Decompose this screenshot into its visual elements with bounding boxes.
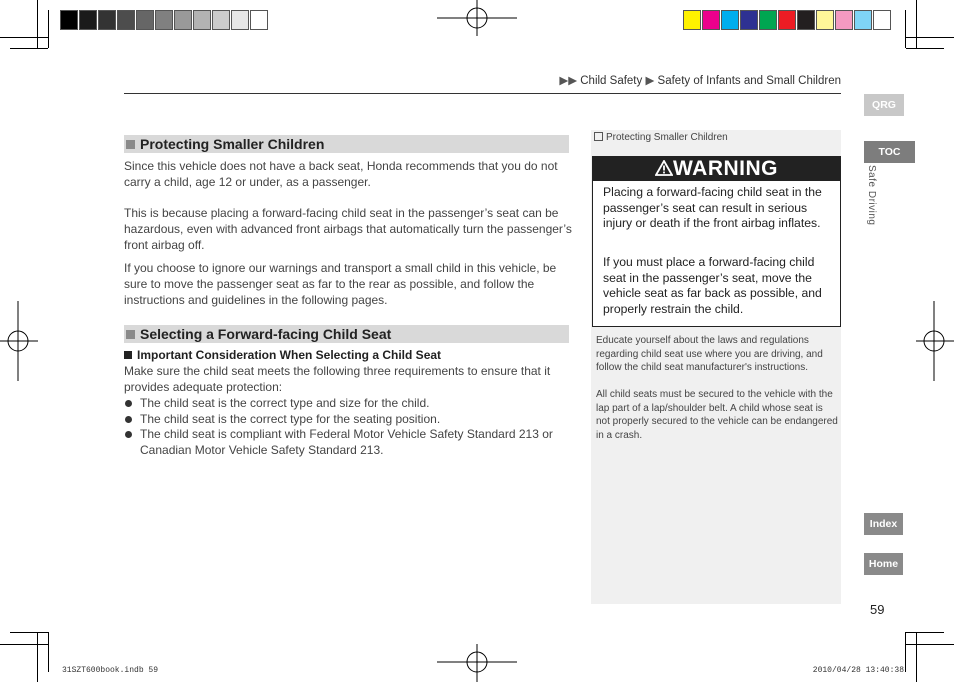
paragraph: This is because placing a forward-facing child seat in the passenger’s seat can be hazardous, even with advanced front airbags that automatically turn the passenger’s front airbag off. <box>124 206 572 252</box>
section-heading-selecting <box>124 325 569 343</box>
section-title: Selecting a Forward-facing Child Seat <box>140 326 392 342</box>
registration-mark-icon <box>437 0 517 40</box>
color-swatch <box>835 10 853 30</box>
registration-mark-icon <box>437 644 517 682</box>
subheading <box>124 348 441 362</box>
tab-toc[interactable]: TOC <box>864 141 915 163</box>
section-title: Protecting Smaller Children <box>140 136 325 152</box>
page-number: 59 <box>870 602 885 617</box>
paragraph: Make sure the child seat meets the following three requirements to ensure that it provides adequate protection: <box>124 364 551 394</box>
list-item-text: The child seat is compliant with Federal Motor Vehicle Safety Standard 213 or Canadian Motor Vehicle Safety Standard 213. <box>140 427 553 457</box>
color-swatch <box>778 10 796 30</box>
subhead-square-icon <box>124 351 132 359</box>
section-square-icon <box>126 140 135 149</box>
sidebar-note: All child seats must be secured to the vehicle with the lap part of a lap/shoulder belt. A child whose seat is not properly secured to the vehicle can be endangered in a crash. <box>596 389 838 441</box>
section-heading-protecting <box>124 135 569 153</box>
registration-mark-icon <box>914 301 954 381</box>
footer-file: 31SZT600book.indb 59 <box>62 666 159 675</box>
warning-label: WARNING <box>673 157 778 180</box>
breadcrumb <box>559 73 841 87</box>
bullet-icon <box>125 400 132 407</box>
color-swatch <box>250 10 268 30</box>
chapter-label: Safe Driving <box>866 165 877 226</box>
color-swatch <box>816 10 834 30</box>
color-swatch <box>60 10 78 30</box>
breadcrumb-current: Safety of Infants and Small Children <box>657 75 841 87</box>
footer-timestamp: 2010/04/28 13:40:38 <box>812 666 904 675</box>
breadcrumb-child-safety[interactable]: Child Safety <box>580 75 643 87</box>
list-item <box>124 411 572 427</box>
sidebar-note: Educate yourself about the laws and regulations regarding child seat use where you are driving, and follow the child seat manufacturer's instructions. <box>596 335 823 373</box>
color-swatch <box>797 10 815 30</box>
list-item-text: The child seat is the correct type for the seating position. <box>140 412 441 426</box>
color-swatch <box>193 10 211 30</box>
subheading-text: Important Consideration When Selecting a Child Seat <box>137 348 442 362</box>
color-swatch <box>117 10 135 30</box>
bullet-icon <box>125 416 132 423</box>
color-swatch <box>702 10 720 30</box>
color-swatch <box>873 10 891 30</box>
color-swatch <box>136 10 154 30</box>
sidebar-title-text: Protecting Smaller Children <box>606 132 728 143</box>
color-swatch <box>98 10 116 30</box>
color-swatch <box>79 10 97 30</box>
warning-box <box>592 156 841 327</box>
list-item <box>124 395 572 411</box>
color-swatch <box>174 10 192 30</box>
paragraph: Since this vehicle does not have a back seat, Honda recommends that you do not carry a child, age 12 or under, as a passenger. <box>124 159 558 189</box>
warning-triangle-icon <box>655 160 673 176</box>
color-swatch <box>759 10 777 30</box>
color-swatch <box>740 10 758 30</box>
tab-qrg[interactable]: QRG <box>864 94 904 116</box>
color-swatch <box>721 10 739 30</box>
section-square-icon <box>126 330 135 339</box>
sidebar-title <box>594 132 728 143</box>
paragraph: If you choose to ignore our warnings and transport a small child in this vehicle, be sure to move the passenger seat as far to the rear as possible, and follow the instructions and guidelines in the following pages. <box>124 261 557 307</box>
color-swatch <box>854 10 872 30</box>
header-rule <box>124 93 841 94</box>
warning-text: If you must place a forward-facing child seat in the passenger’s seat, move the vehicle seat as far back as possible, and properly restrain the child. <box>603 255 822 316</box>
color-swatch <box>155 10 173 30</box>
warning-text: Placing a forward-facing child seat in the passenger’s seat can result in serious injury or death if the front airbag inflates. <box>603 185 822 230</box>
color-swatch <box>683 10 701 30</box>
color-swatch <box>231 10 249 30</box>
breadcrumb-arrows: ▶▶ <box>559 75 578 87</box>
tab-home[interactable]: Home <box>864 553 903 575</box>
list-item <box>124 426 572 458</box>
breadcrumb-separator: ▶ <box>645 75 655 87</box>
registration-mark-icon <box>0 301 40 381</box>
bullet-icon <box>125 431 132 438</box>
note-icon <box>594 132 603 141</box>
color-swatch <box>212 10 230 30</box>
warning-header <box>593 157 840 181</box>
list-item-text: The child seat is the correct type and size for the child. <box>140 396 430 410</box>
tab-index[interactable]: Index <box>864 513 903 535</box>
